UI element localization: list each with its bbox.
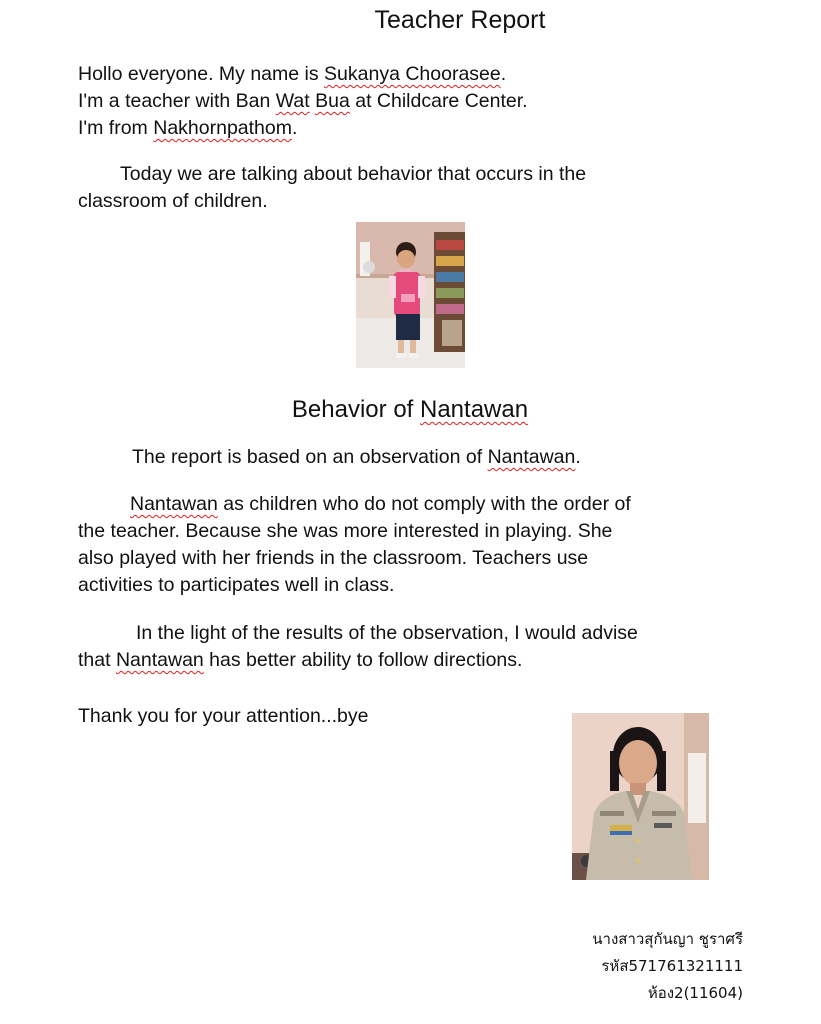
topic-paragraph: Today we are talking about behavior that occurs in the classroom of children. (78, 163, 587, 212)
observation-paragraph: Nantawan as children who do not comply with the order of the teacher. Because she was more interested in playing. She also played with her friends in the classroom. Teachers use activities to participates well in class. (78, 493, 631, 596)
behavior-heading: Behavior of Nantawan (291, 396, 529, 423)
teacher-name: Sukanya Choorasee (324, 63, 501, 85)
report-basis-paragraph: The report is based on an observation of Nantawan. (132, 446, 581, 468)
page-title: Teacher Report (374, 6, 546, 34)
intro-paragraph: Hollo everyone. My name is Sukanya Choorasee. I'm a teacher with Ban Wat Bua at Childcare Center. I'm from Nakhornpathom. (78, 63, 528, 139)
child-photo (356, 222, 465, 368)
signature-room: ห้อง2(11604) (647, 984, 743, 1002)
advice-paragraph: In the light of the results of the observation, I would advise that Nantawan has better ability to follow directions. (78, 622, 638, 671)
signature-name: นางสาวสุกันญา ชูราศรี (592, 930, 743, 948)
signature-id: รหัส571761321111 (601, 957, 743, 975)
closing-line: Thank you for your attention...bye (78, 705, 369, 727)
teacher-photo (572, 713, 709, 880)
signature-block (592, 926, 743, 1007)
